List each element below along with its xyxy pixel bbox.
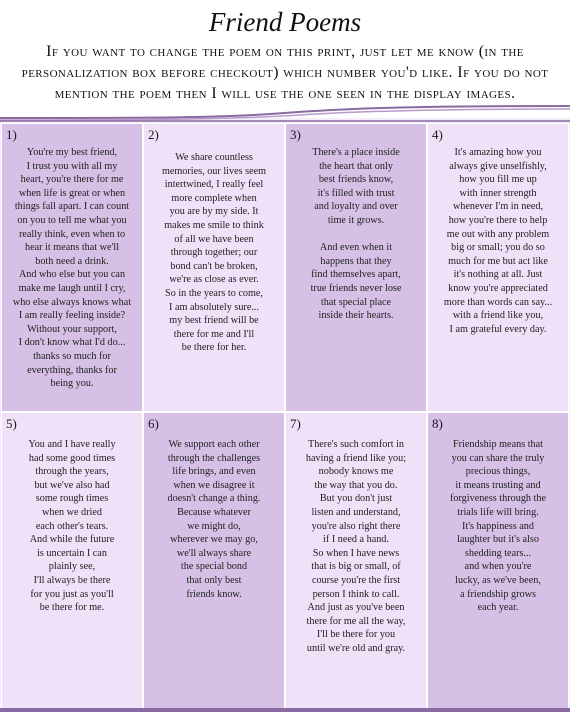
poem-card-8 [427, 412, 569, 712]
poem-number: 7) [290, 416, 301, 431]
poem-card-1 [1, 123, 143, 412]
poem-text: It's amazing how you always give unselfishly, how you fill me up with inner strength whenever I'm in need, how you're there to help me out with any problem big or small; you do so much for me but act like it's nothing at all. Just know you're appreciated more than words can say... with a friend like you, I am grateful every day. [443, 147, 553, 335]
poem-text: We support each other through the challenges life brings, and even when we disagree it doesn't change a thing. Because whatever we might do, wherever we may go, we'll always share the special bond that only best friends know. [167, 439, 261, 600]
poem-text: There's such comfort in having a friend like you; nobody knows me the way that you do. But you don't just listen and understand, you're also right there if I need a hand. So when I have news that is big or small, of course you're the first person I think to call. And just as you've been there for me all the way, I'll be there for you until we're old and gray. [305, 439, 407, 654]
intro-text: If you want to change the poem on this print, just let me know (in the personalization box before checkout) which number you'd like. If you do not mention the poem then I will use the one seen in the display images. [21, 43, 549, 102]
poem-card-5 [1, 412, 143, 712]
poem-number: 8) [432, 416, 443, 431]
poem-number: 5) [6, 416, 17, 431]
bottom-border [0, 708, 570, 712]
poem-number: 4) [432, 127, 443, 142]
poem-number: 1) [6, 127, 17, 142]
header [0, 0, 570, 118]
decorative-swoosh [0, 104, 570, 122]
poem-text: You and I have really had some good times through the years, but we've also had some rough times when we dried each other's tears. And while the future is uncertain I can plainly see, I'll always be there for you just as you'll be there for me. [28, 439, 116, 614]
poem-card-2 [143, 123, 285, 412]
poem-card-6 [143, 412, 285, 712]
poem-text: There's a place inside the heart that only best friends know, it's filled with trust and loyalty and over time it grows. And even when it happens that they find themselves apart, true friends never lose that special place inside their hearts. [310, 147, 402, 322]
poem-text: We share countless memories, our lives seem intertwined, I really feel more complete when you are by my side. It makes me smile to think of all we have been through together; our bond can't be broken, we're as close as ever. So in the years to come, I am absolutely sure... my best friend will be there for me and I'll be there for her. [161, 152, 267, 354]
poem-text: You're my best friend, I trust you with all my heart, you're there for me when life is great or when things fall apart. I can count on you to tell me what you really think, even when to hear it means that we'll both need a drink. And who else but you can make me laugh until I cry, who else always knows what I am really feeling inside? Without your support, I don't know what I'd do... thanks so much for everything, thanks for being you. [12, 147, 132, 390]
poem-text: Friendship means that you can share the truly precious things, it means trusting and forgiveness through the trials life will bring. It's happiness and laughter but it's also shedding tears... and when you're lucky, as we've been, a friendship grows each year. [449, 439, 546, 614]
poem-number: 3) [290, 127, 301, 142]
poem-number: 2) [148, 127, 159, 142]
poem-grid [1, 123, 569, 712]
poem-card-4 [427, 123, 569, 412]
poem-number: 6) [148, 416, 159, 431]
poem-card-7 [285, 412, 427, 712]
poem-card-3 [285, 123, 427, 412]
page-title: Friend Poems [208, 7, 362, 37]
